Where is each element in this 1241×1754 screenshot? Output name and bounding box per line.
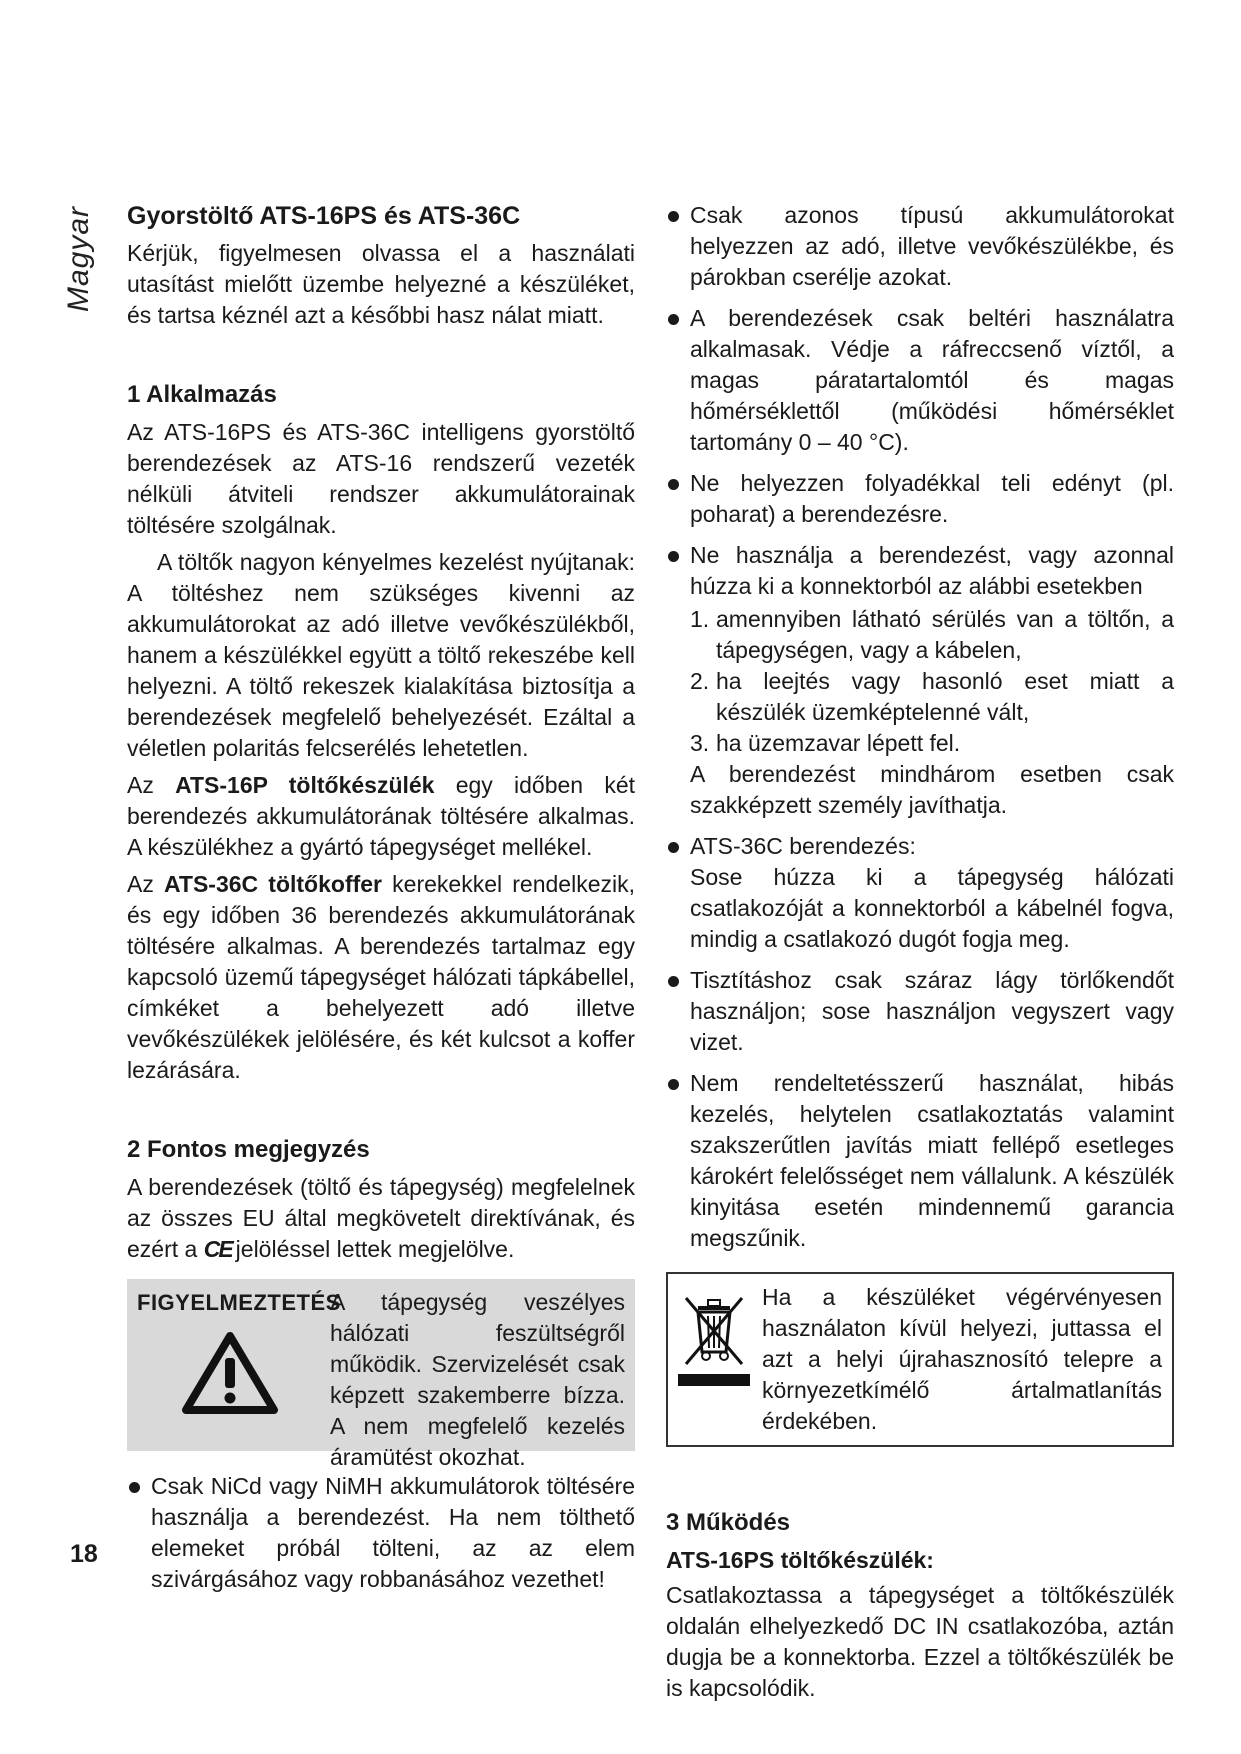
p3-bold: ATS-16P töltőkészülék [175,772,435,798]
case-item-2 [690,666,1174,728]
p4-post: kerekekkel rendelkezik, és egy időben 36 berendezés akkumulátorának töltésére alkalmas. A berendezés tartalmaz egy kapcsoló üzemű tápegységet hálózati tápkábellel, címkéket a behelyezett adó illetve vevőkészülékek jelölésére, és két kulcsot a koffer lezárására. [127,871,635,1083]
section-1-paragraph-1: Az ATS-16PS és ATS-36C intelligens gyorstöltő berendezések az ATS-16 rendszerű vezeték nélküli átviteli rendszer akkumulátorainak töltésére szolgálnak. [127,419,635,538]
section-2-text-end: jelöléssel lettek megjelölve. [235,1236,515,1262]
section-1-heading: 1 Alkalmazás [127,381,277,408]
bullet-unplug-cases [666,540,1174,821]
warning-text: A tápegység veszélyes hálózati feszültségről működik. Szervizelését csak képzett szakemberre bízza. A nem megfelelő kezelés áramütést okozhat. [330,1289,625,1470]
bullet-nicd-nimh: Csak NiCd vagy NiMH akkumulátorok töltésére használja a berendezést. Ha nem tölthető elemeket próbál tölteni, az az elem szivárgásához vagy robbanásához vezethet! [127,1471,635,1595]
section-2-paragraph [127,1172,635,1265]
warning-triangle-icon [182,1330,278,1414]
warning-box [127,1279,635,1470]
right-column [666,200,1174,1710]
warning-label: FIGYELMEZTETÉS [137,1290,341,1315]
section-3-subheading: ATS-16PS töltőkészülék: [666,1547,934,1573]
unplug-case-list [690,604,1174,759]
warning-left [137,1287,341,1443]
case-text: ha üzemzavar lépett fel. [716,730,961,756]
bullet-same-type: Csak azonos típusú akkumulátorokat helyezzen az adó, illetve vevőkészülékbe, és párokban cserélje azokat. [666,200,1174,293]
weee-text: Ha a készüléket végérvényesen használaton kívül helyezi, juttassa el azt a helyi újrahasznosító telepre a környezetkímélő ártalmatlanítás érdekében. [762,1284,1162,1434]
right-bullet-list [666,200,1174,1254]
case-num: 2. [690,668,710,694]
bullet-no-liquids: Ne helyezzen folyadékkal teli edényt (pl. poharat) a berendezésre. [666,468,1174,530]
section-1-paragraph-4 [127,869,635,1086]
case-item-1 [690,604,1174,666]
section-1-paragraph-2: A töltők nagyon kényelmes kezelést nyújtanak: A töltéshez nem szükséges kivenni az akkumulátorokat az adó illetve vevőkészülékből, hanem a készülékkel együtt a töltő rekeszébe kell helyezni. A töltő rekeszek kialakítása biztosítja a berendezések megfelelő behelyezését. Ezáltal a véletlen polaritás felcserélés lehetetlen. [127,549,635,761]
ats36c-title: ATS-36C berendezés: [690,833,916,859]
bullet-cleaning: Tisztításhoz csak száraz lágy törlőkendőt használjon; sose használjon vegyszert vagy vizet. [666,965,1174,1058]
section-3-paragraph: Csatlakoztassa a tápegységet a töltőkészülék oldalán elhelyezkedő DC IN csatlakozóba, aztán dugja be a konnektorba. Ezzel a töltőkészülék be is kapcsolódik. [666,1582,1174,1701]
case-item-3 [690,728,1174,759]
weee-disposal-box [666,1272,1174,1447]
bullet-unplug-text: Ne használja a berendezést, vagy azonnal húzza ki a konnektorból az alábbi esetekben [690,542,1174,599]
case-text: ha leejtés vagy hasonló eset miatt a készülék üzemképtelenné vált, [716,668,1174,725]
ats36c-text: Sose húzza ki a tápegység hálózati csatlakozóját a konnektorból a kábelnél fogva, mindig a csatlakozó dugót fogja meg. [690,864,1174,952]
section-3-heading: 3 Működés [666,1509,791,1536]
bullet-liability: Nem rendeltetésszerű használat, hibás kezelés, helytelen csatlakoztatás valamint szakszerűtlen javítás miatt fellépő esetleges károkért felelősséget nem vállalunk. A készülék kinyitása esetén mindennemű garancia megszűnik. [666,1068,1174,1254]
p3-post: egy időben két berendezés akkumulátorának töltésére alkalmas. A készülékhez a gyártó tápegységet mellékel. [127,772,635,860]
case-num: 3. [690,730,710,756]
weee-bin-icon [678,1282,750,1396]
left-bullet-list [127,1471,635,1595]
bullet-indoor-use: A berendezések csak beltéri használatra alkalmasak. Védje a ráfreccsenő víztől, a magas páratartalomtól és magas hőmérséklettől (működési hőmérséklet tartomány 0 – 40 °C). [666,303,1174,458]
document-title: Gyorstöltő ATS-16PS és ATS-36C [127,202,521,230]
case-text: amennyiben látható sérülés van a töltőn, a tápegységen, vagy a kábelen, [716,606,1174,663]
case-num: 1. [690,606,710,632]
bullet-ats36c [666,831,1174,955]
left-column [127,200,635,1605]
p4-pre: Az [127,871,164,897]
page-number: 18 [70,1540,98,1568]
language-side-label: Magyar [62,205,95,312]
section-1-paragraph-3 [127,770,635,863]
section-2-text: A berendezések (töltő és tápegység) megfelelnek az összes EU által megkövetelt direktívának, és ezért a [127,1174,635,1262]
repair-note: A berendezést mindhárom esetben csak szakképzett személy javíthatja. [690,761,1174,818]
p4-bold: ATS-36C töltőkoffer [164,871,383,897]
p3-pre: Az [127,772,176,798]
section-2-heading: 2 Fontos megjegyzés [127,1136,370,1163]
intro-paragraph: Kérjük, figyelmesen olvassa el a használati utasítást mielőtt üzembe helyezné a készüléket, és tartsa kéznél azt a későbbi hasz nálat miatt. [127,240,635,328]
ce-mark-icon: CE [203,1236,232,1262]
